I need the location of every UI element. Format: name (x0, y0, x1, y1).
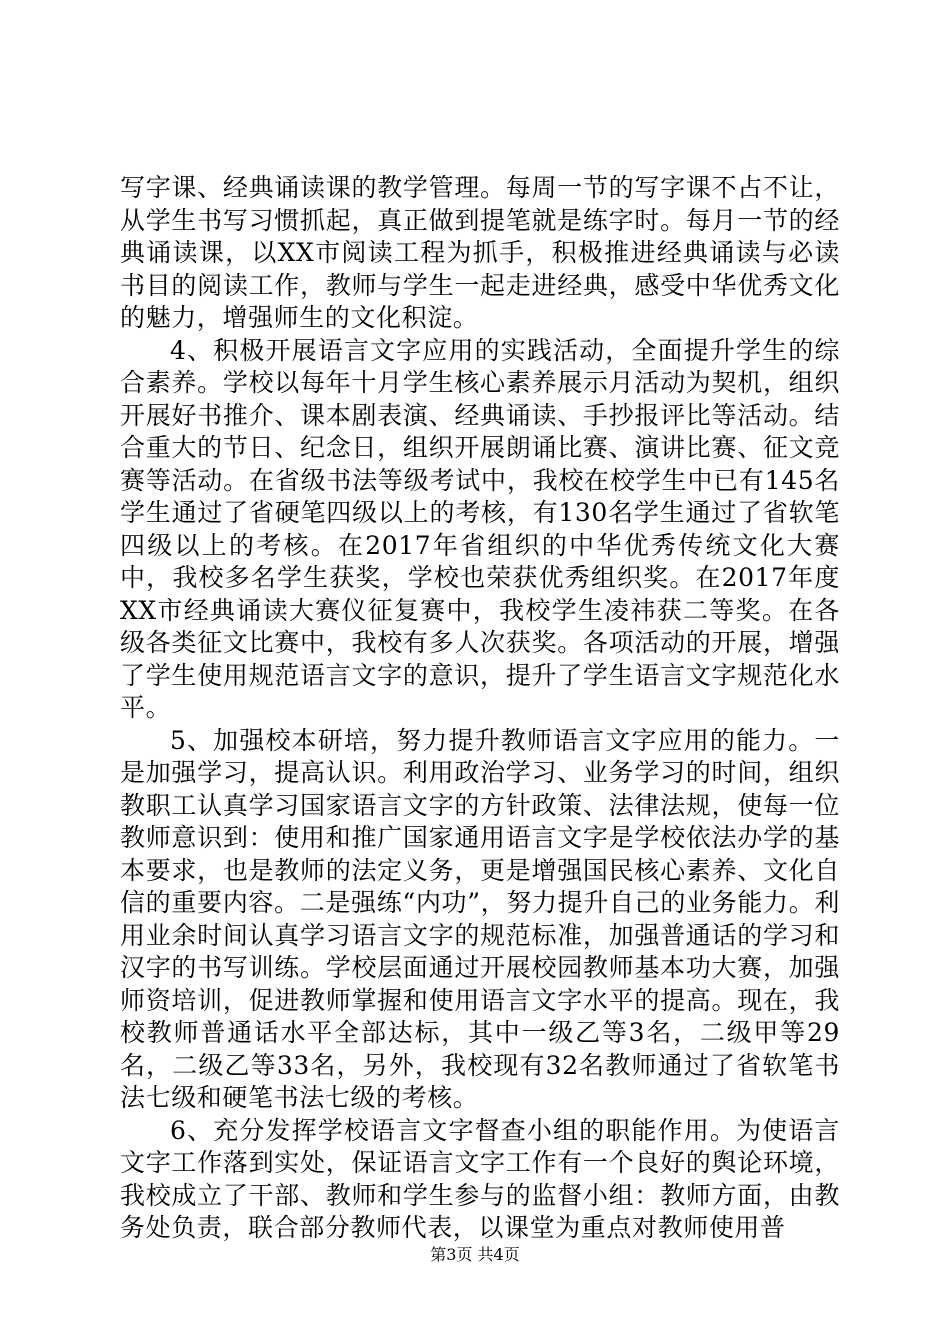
paragraph-4-practice-activities: 4、积极开展语言文字应用的实践活动，全面提升学生的综合素养。学校以每年十月学生核心素养展示月活动为契机，组织开展好书推介、课本剧表演、经典诵读、手抄报评比等活动。结合重大的节日、纪念日，组织开展朗诵比赛、演讲比赛、征文竞赛等活动。在省级书法等级考试中，我校在校学生中已有145名学生通过了省硬笔四级以上的考核，有130名学生通过了省软笔四级以上的考核。在2017年省组织的中华优秀传统文化大赛中，我校多名学生获奖，学校也荣获优秀组织奖。在2017年度XX市经典诵读大赛仪征复赛中，我校学生凌祎获二等奖。在各级各类征文比赛中，我校有多人次获奖。各项活动的开展，增强了学生使用规范语言文字的意识，提升了学生语言文字规范化水平。 (120, 335, 840, 722)
paragraph-continuation: 写字课、经典诵读课的教学管理。每周一节的写字课不占不让，从学生书写习惯抓起，真正做到提笔就是练字时。每月一节的经典诵读课，以XX市阅读工程为抓手，积极推进经典诵读与必读书目的阅读工作，教师与学生一起走进经典，感受中华优秀文化的魅力，增强师生的文化积淀。 (120, 173, 840, 332)
paragraph-6-supervision-group: 6、充分发挥学校语言文字督查小组的职能作用。为使语言文字工作落到实处，保证语言文字工作有一个良好的舆论环境，我校成立了干部、教师和学生参与的监督小组：教师方面，由教务处负责，联合部分教师代表，以课堂为重点对教师使用普 (120, 1115, 840, 1242)
page-footer: 第3页 共4页 (430, 1245, 520, 1264)
document-body (120, 172, 840, 1245)
paragraph-5-teacher-training: 5、加强校本研培，努力提升教师语言文字应用的能力。一是加强学习，提高认识。利用政治学习、业务学习的时间，组织教职工认真学习国家语言文字的方针政策、法律法规，使每一位教师意识到：使用和推广国家通用语言文字是学校依法办学的基本要求，也是教师的法定义务，更是增强国民核心素养、文化自信的重要内容。二是强练“内功”，努力提升自己的业务能力。利用业余时间认真学习语言文字的规范标准，加强普通话的学习和汉字的书写训练。学校层面通过开展校园教师基本功大赛，加强师资培训，促进教师掌握和使用语言文字水平的提高。现在，我校教师普通话水平全部达标，其中一级乙等3名，二级甲等29名，二级乙等33名，另外，我校现有32名教师通过了省软笔书法七级和硬笔书法七级的考核。 (120, 725, 840, 1112)
